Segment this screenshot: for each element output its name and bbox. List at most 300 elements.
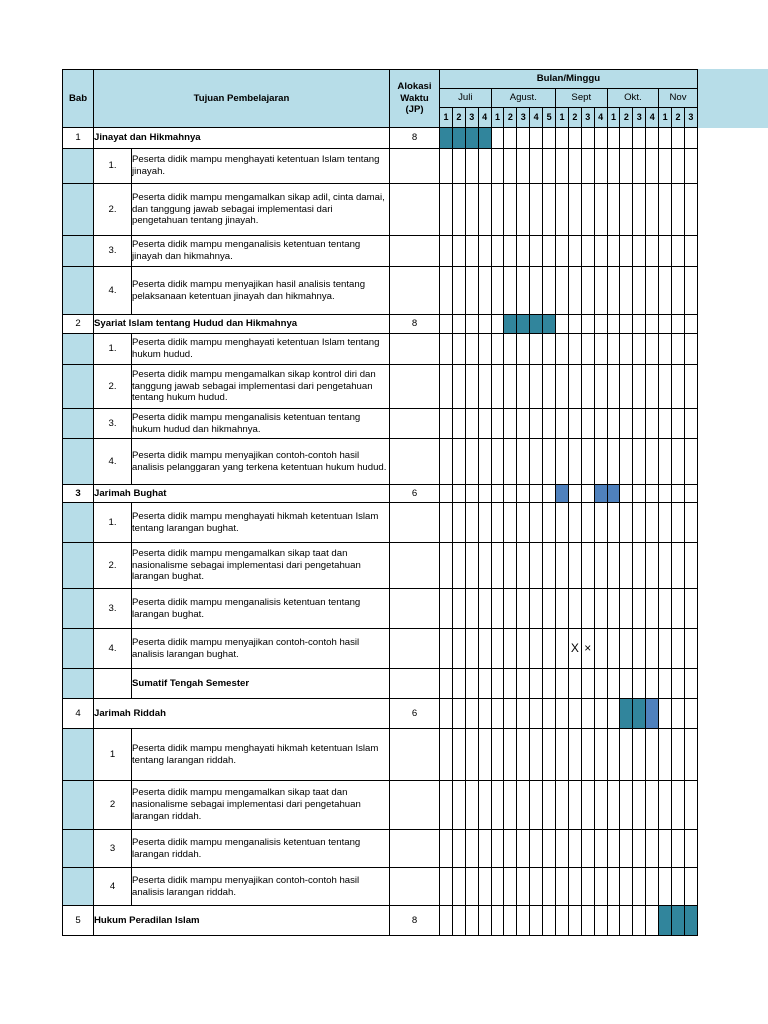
week-cell xyxy=(478,439,491,485)
week-cell xyxy=(594,543,607,589)
bab-cell xyxy=(63,669,94,699)
week-cell xyxy=(504,128,517,149)
week-cell xyxy=(568,830,581,868)
week-cell xyxy=(491,669,504,699)
week-cell xyxy=(620,729,633,781)
week-cell xyxy=(659,439,672,485)
week-cell xyxy=(465,184,478,236)
week-cell xyxy=(543,184,556,236)
week-cell xyxy=(607,409,620,439)
week-cell xyxy=(581,128,594,149)
week-cell xyxy=(646,334,659,365)
week-cell xyxy=(530,729,543,781)
week-cell xyxy=(440,699,453,729)
week-cell xyxy=(607,830,620,868)
week-cell xyxy=(543,334,556,365)
week-cell xyxy=(478,669,491,699)
week-cell xyxy=(530,485,543,503)
bab-cell xyxy=(63,503,94,543)
week-cell xyxy=(607,149,620,184)
objective-text: Peserta didik mampu mengamalkan sikap taat dan nasionalisme sebagai implementasi dari pengetahuan larangan bughat. xyxy=(132,543,390,589)
bab-number: 2 xyxy=(63,315,94,334)
week-cell xyxy=(504,236,517,267)
header-overflow-strip xyxy=(698,69,768,128)
chapter-title: Jarimah Bughat xyxy=(94,485,390,503)
week-cell xyxy=(659,543,672,589)
jp-cell xyxy=(390,409,440,439)
week-cell xyxy=(478,543,491,589)
objective-number: 3 xyxy=(94,830,132,868)
jp-cell xyxy=(390,589,440,629)
week-cell xyxy=(491,699,504,729)
chapter-row xyxy=(63,906,698,936)
jp-cell xyxy=(390,267,440,315)
week-cell xyxy=(620,236,633,267)
week-cell xyxy=(672,781,685,830)
week-cell xyxy=(478,184,491,236)
week-cell xyxy=(633,503,646,543)
week-cell xyxy=(440,315,453,334)
objective-text: Peserta didik mampu menyajikan contoh-contoh hasil analisis larangan riddah. xyxy=(132,868,390,906)
week-cell xyxy=(568,365,581,409)
week-cell xyxy=(530,543,543,589)
objective-text: Peserta didik mampu menganalisis ketentuan tentang larangan riddah. xyxy=(132,830,390,868)
week-cell xyxy=(517,589,530,629)
week-cell xyxy=(491,439,504,485)
week-cell xyxy=(633,236,646,267)
objective-row xyxy=(63,503,698,543)
week-cell xyxy=(620,543,633,589)
week-cell xyxy=(568,699,581,729)
week-cell xyxy=(440,485,453,503)
bab-cell xyxy=(63,236,94,267)
week-cell xyxy=(684,669,697,699)
week-cell xyxy=(568,485,581,503)
jp-value: 8 xyxy=(390,315,440,334)
week-cell xyxy=(620,781,633,830)
week-cell xyxy=(452,629,465,669)
week-cell xyxy=(530,629,543,669)
week-cell xyxy=(581,868,594,906)
week-cell xyxy=(684,503,697,543)
bab-cell xyxy=(63,868,94,906)
jp-cell xyxy=(390,868,440,906)
week-cell xyxy=(672,315,685,334)
week-cell xyxy=(440,184,453,236)
week-cell xyxy=(452,729,465,781)
week-cell xyxy=(517,503,530,543)
week-cell xyxy=(646,236,659,267)
week-cell xyxy=(440,830,453,868)
week-cell xyxy=(504,485,517,503)
week-cell xyxy=(672,409,685,439)
week-cell xyxy=(556,543,569,589)
week-cell xyxy=(672,729,685,781)
week-cell xyxy=(543,267,556,315)
week-cell xyxy=(556,669,569,699)
week-cell xyxy=(594,906,607,936)
week-cell xyxy=(633,149,646,184)
week-cell xyxy=(581,781,594,830)
week-cell xyxy=(465,830,478,868)
week-cell xyxy=(594,128,607,149)
week-cell xyxy=(568,503,581,543)
week-cell xyxy=(607,699,620,729)
bab-cell xyxy=(63,830,94,868)
week-cell xyxy=(620,365,633,409)
week-cell xyxy=(646,781,659,830)
week-cell xyxy=(452,485,465,503)
objective-number: 1. xyxy=(94,503,132,543)
week-cell xyxy=(478,485,491,503)
week-cell xyxy=(581,409,594,439)
week-cell xyxy=(543,868,556,906)
objective-text: Peserta didik mampu menghayati ketentuan Islam tentang hukum hudud. xyxy=(132,334,390,365)
week-cell xyxy=(465,629,478,669)
week-cell-active xyxy=(530,315,543,334)
week-cell xyxy=(607,503,620,543)
week-cell xyxy=(491,184,504,236)
week-cell xyxy=(672,149,685,184)
week-cell-active xyxy=(684,906,697,936)
chapter-row xyxy=(63,128,698,149)
week-cell xyxy=(452,267,465,315)
header-month: Okt. xyxy=(607,89,659,108)
week-cell xyxy=(581,267,594,315)
week-cell xyxy=(607,184,620,236)
week-cell-active xyxy=(594,485,607,503)
week-cell xyxy=(504,830,517,868)
week-cell xyxy=(556,906,569,936)
bab-cell xyxy=(63,267,94,315)
objective-text: Peserta didik mampu mengamalkan sikap kontrol diri dan tanggung jawab sebagai implementasi dari pengetahuan tentang hukum hudud. xyxy=(132,365,390,409)
week-cell xyxy=(478,906,491,936)
week-cell xyxy=(530,699,543,729)
jp-cell xyxy=(390,334,440,365)
objective-row xyxy=(63,334,698,365)
week-cell xyxy=(607,589,620,629)
week-cell xyxy=(607,439,620,485)
jp-cell xyxy=(390,236,440,267)
jp-cell xyxy=(390,543,440,589)
week-cell xyxy=(543,629,556,669)
week-cell xyxy=(581,236,594,267)
week-cell xyxy=(684,543,697,589)
week-cell xyxy=(581,334,594,365)
week-cell xyxy=(633,543,646,589)
header-week: 3 xyxy=(465,108,478,128)
week-cell xyxy=(440,781,453,830)
week-cell xyxy=(659,267,672,315)
week-cell xyxy=(556,629,569,669)
chapter-row xyxy=(63,699,698,729)
objective-row xyxy=(63,589,698,629)
week-cell xyxy=(568,906,581,936)
objective-row xyxy=(63,267,698,315)
week-cell xyxy=(568,409,581,439)
header-week: 1 xyxy=(491,108,504,128)
header-week: 2 xyxy=(452,108,465,128)
week-cell xyxy=(672,669,685,699)
week-cell xyxy=(491,267,504,315)
week-cell xyxy=(620,868,633,906)
bab-cell xyxy=(63,409,94,439)
week-cell xyxy=(517,365,530,409)
week-cell xyxy=(543,236,556,267)
week-cell xyxy=(620,128,633,149)
objective-number: 3. xyxy=(94,236,132,267)
week-cell xyxy=(672,629,685,669)
week-cell xyxy=(659,781,672,830)
week-cell xyxy=(517,409,530,439)
week-cell xyxy=(504,149,517,184)
week-cell xyxy=(440,543,453,589)
week-cell xyxy=(530,830,543,868)
week-cell xyxy=(465,699,478,729)
week-cell xyxy=(607,236,620,267)
jp-value: 8 xyxy=(390,128,440,149)
objective-row xyxy=(63,543,698,589)
week-cell xyxy=(659,184,672,236)
week-cell xyxy=(465,868,478,906)
chapter-title: Jinayat dan Hikmahnya xyxy=(94,128,390,149)
week-cell xyxy=(465,906,478,936)
header-month: Juli xyxy=(440,89,492,108)
week-cell xyxy=(633,906,646,936)
week-cell xyxy=(452,589,465,629)
week-cell xyxy=(530,503,543,543)
header-week: 1 xyxy=(556,108,569,128)
header-week: 1 xyxy=(607,108,620,128)
week-cell xyxy=(440,503,453,543)
objective-number xyxy=(94,669,132,699)
week-cell-active xyxy=(633,699,646,729)
week-cell-active xyxy=(543,315,556,334)
week-mark: × xyxy=(581,629,594,669)
week-cell xyxy=(491,149,504,184)
week-cell xyxy=(646,906,659,936)
week-cell xyxy=(504,781,517,830)
week-cell xyxy=(465,485,478,503)
week-cell xyxy=(452,236,465,267)
week-cell xyxy=(465,543,478,589)
week-cell xyxy=(556,589,569,629)
week-cell xyxy=(594,315,607,334)
chapter-title: Syariat Islam tentang Hudud dan Hikmahnya xyxy=(94,315,390,334)
week-cell xyxy=(684,868,697,906)
week-cell xyxy=(465,781,478,830)
bab-cell xyxy=(63,729,94,781)
week-cell xyxy=(556,365,569,409)
week-cell xyxy=(556,830,569,868)
week-cell xyxy=(530,669,543,699)
week-cell xyxy=(659,236,672,267)
week-cell xyxy=(620,503,633,543)
week-cell xyxy=(672,334,685,365)
week-cell xyxy=(556,439,569,485)
week-cell xyxy=(633,669,646,699)
week-cell xyxy=(672,485,685,503)
objective-row xyxy=(63,184,698,236)
week-cell xyxy=(556,699,569,729)
week-cell xyxy=(633,315,646,334)
week-cell xyxy=(620,906,633,936)
objective-number: 2 xyxy=(94,781,132,830)
week-cell xyxy=(452,334,465,365)
week-cell xyxy=(646,439,659,485)
week-cell xyxy=(672,543,685,589)
week-cell xyxy=(568,128,581,149)
header-week: 3 xyxy=(684,108,697,128)
week-cell xyxy=(530,184,543,236)
bab-cell xyxy=(63,334,94,365)
header-week: 5 xyxy=(543,108,556,128)
objective-row xyxy=(63,365,698,409)
week-cell xyxy=(465,503,478,543)
week-cell xyxy=(440,409,453,439)
week-cell xyxy=(568,184,581,236)
week-cell xyxy=(620,149,633,184)
week-cell xyxy=(556,503,569,543)
week-cell xyxy=(452,669,465,699)
week-cell xyxy=(478,315,491,334)
week-cell xyxy=(672,830,685,868)
week-cell xyxy=(517,439,530,485)
objective-number: 3. xyxy=(94,589,132,629)
week-cell xyxy=(581,149,594,184)
week-cell xyxy=(607,334,620,365)
chapter-title: Hukum Peradilan Islam xyxy=(94,906,390,936)
week-cell-active xyxy=(620,699,633,729)
week-cell xyxy=(478,699,491,729)
week-cell-active xyxy=(478,128,491,149)
header-week: 1 xyxy=(659,108,672,128)
week-cell xyxy=(465,334,478,365)
header-week: 1 xyxy=(440,108,453,128)
week-cell xyxy=(440,149,453,184)
week-cell xyxy=(452,409,465,439)
objective-text: Peserta didik mampu menganalisis ketentuan tentang jinayah dan hikmahnya. xyxy=(132,236,390,267)
week-cell xyxy=(543,830,556,868)
week-cell xyxy=(517,729,530,781)
week-cell xyxy=(478,149,491,184)
week-cell xyxy=(620,485,633,503)
week-cell xyxy=(659,669,672,699)
week-cell xyxy=(465,149,478,184)
week-cell xyxy=(568,589,581,629)
header-week: 3 xyxy=(581,108,594,128)
week-cell xyxy=(504,729,517,781)
week-cell xyxy=(633,409,646,439)
week-cell xyxy=(543,781,556,830)
header-month: Agust. xyxy=(491,89,555,108)
week-cell xyxy=(659,830,672,868)
week-cell xyxy=(478,830,491,868)
week-cell xyxy=(517,699,530,729)
bab-cell xyxy=(63,184,94,236)
week-cell xyxy=(440,729,453,781)
week-cell xyxy=(633,184,646,236)
week-cell xyxy=(568,729,581,781)
week-cell xyxy=(659,503,672,543)
week-cell xyxy=(452,149,465,184)
week-cell xyxy=(452,699,465,729)
week-cell xyxy=(620,830,633,868)
week-cell xyxy=(568,669,581,699)
jp-cell xyxy=(390,149,440,184)
week-cell xyxy=(491,236,504,267)
week-cell xyxy=(581,543,594,589)
week-cell xyxy=(581,503,594,543)
week-cell xyxy=(440,236,453,267)
header-week: 2 xyxy=(504,108,517,128)
week-cell xyxy=(452,830,465,868)
week-cell xyxy=(684,439,697,485)
week-cell xyxy=(581,830,594,868)
week-cell xyxy=(452,543,465,589)
jp-cell xyxy=(390,503,440,543)
week-cell xyxy=(504,184,517,236)
bab-cell xyxy=(63,589,94,629)
week-cell xyxy=(543,699,556,729)
week-cell xyxy=(581,365,594,409)
week-cell xyxy=(607,365,620,409)
week-cell xyxy=(659,315,672,334)
week-cell xyxy=(684,485,697,503)
week-cell xyxy=(568,149,581,184)
week-cell xyxy=(556,781,569,830)
schedule-table xyxy=(62,69,698,936)
week-cell xyxy=(543,669,556,699)
week-cell-active xyxy=(659,906,672,936)
week-cell xyxy=(684,589,697,629)
week-cell xyxy=(478,589,491,629)
week-cell xyxy=(672,365,685,409)
week-cell xyxy=(478,781,491,830)
week-cell xyxy=(543,128,556,149)
week-cell xyxy=(607,729,620,781)
week-cell xyxy=(594,365,607,409)
week-cell xyxy=(607,906,620,936)
week-cell xyxy=(530,334,543,365)
week-cell xyxy=(517,629,530,669)
objective-number: 1. xyxy=(94,334,132,365)
objective-number: 1. xyxy=(94,149,132,184)
week-cell xyxy=(581,699,594,729)
week-cell xyxy=(491,365,504,409)
bab-number: 5 xyxy=(63,906,94,936)
week-cell xyxy=(491,315,504,334)
week-cell xyxy=(491,729,504,781)
week-cell xyxy=(517,149,530,184)
week-cell xyxy=(543,503,556,543)
week-cell xyxy=(607,669,620,699)
week-cell xyxy=(620,184,633,236)
sumatif-row xyxy=(63,669,698,699)
week-cell xyxy=(504,503,517,543)
week-cell xyxy=(504,334,517,365)
week-cell xyxy=(672,267,685,315)
week-cell xyxy=(556,315,569,334)
objective-number: 4 xyxy=(94,868,132,906)
week-cell xyxy=(684,236,697,267)
week-cell xyxy=(517,830,530,868)
week-cell xyxy=(581,589,594,629)
week-cell xyxy=(607,781,620,830)
week-cell-active xyxy=(465,128,478,149)
bab-number: 1 xyxy=(63,128,94,149)
week-cell xyxy=(440,365,453,409)
